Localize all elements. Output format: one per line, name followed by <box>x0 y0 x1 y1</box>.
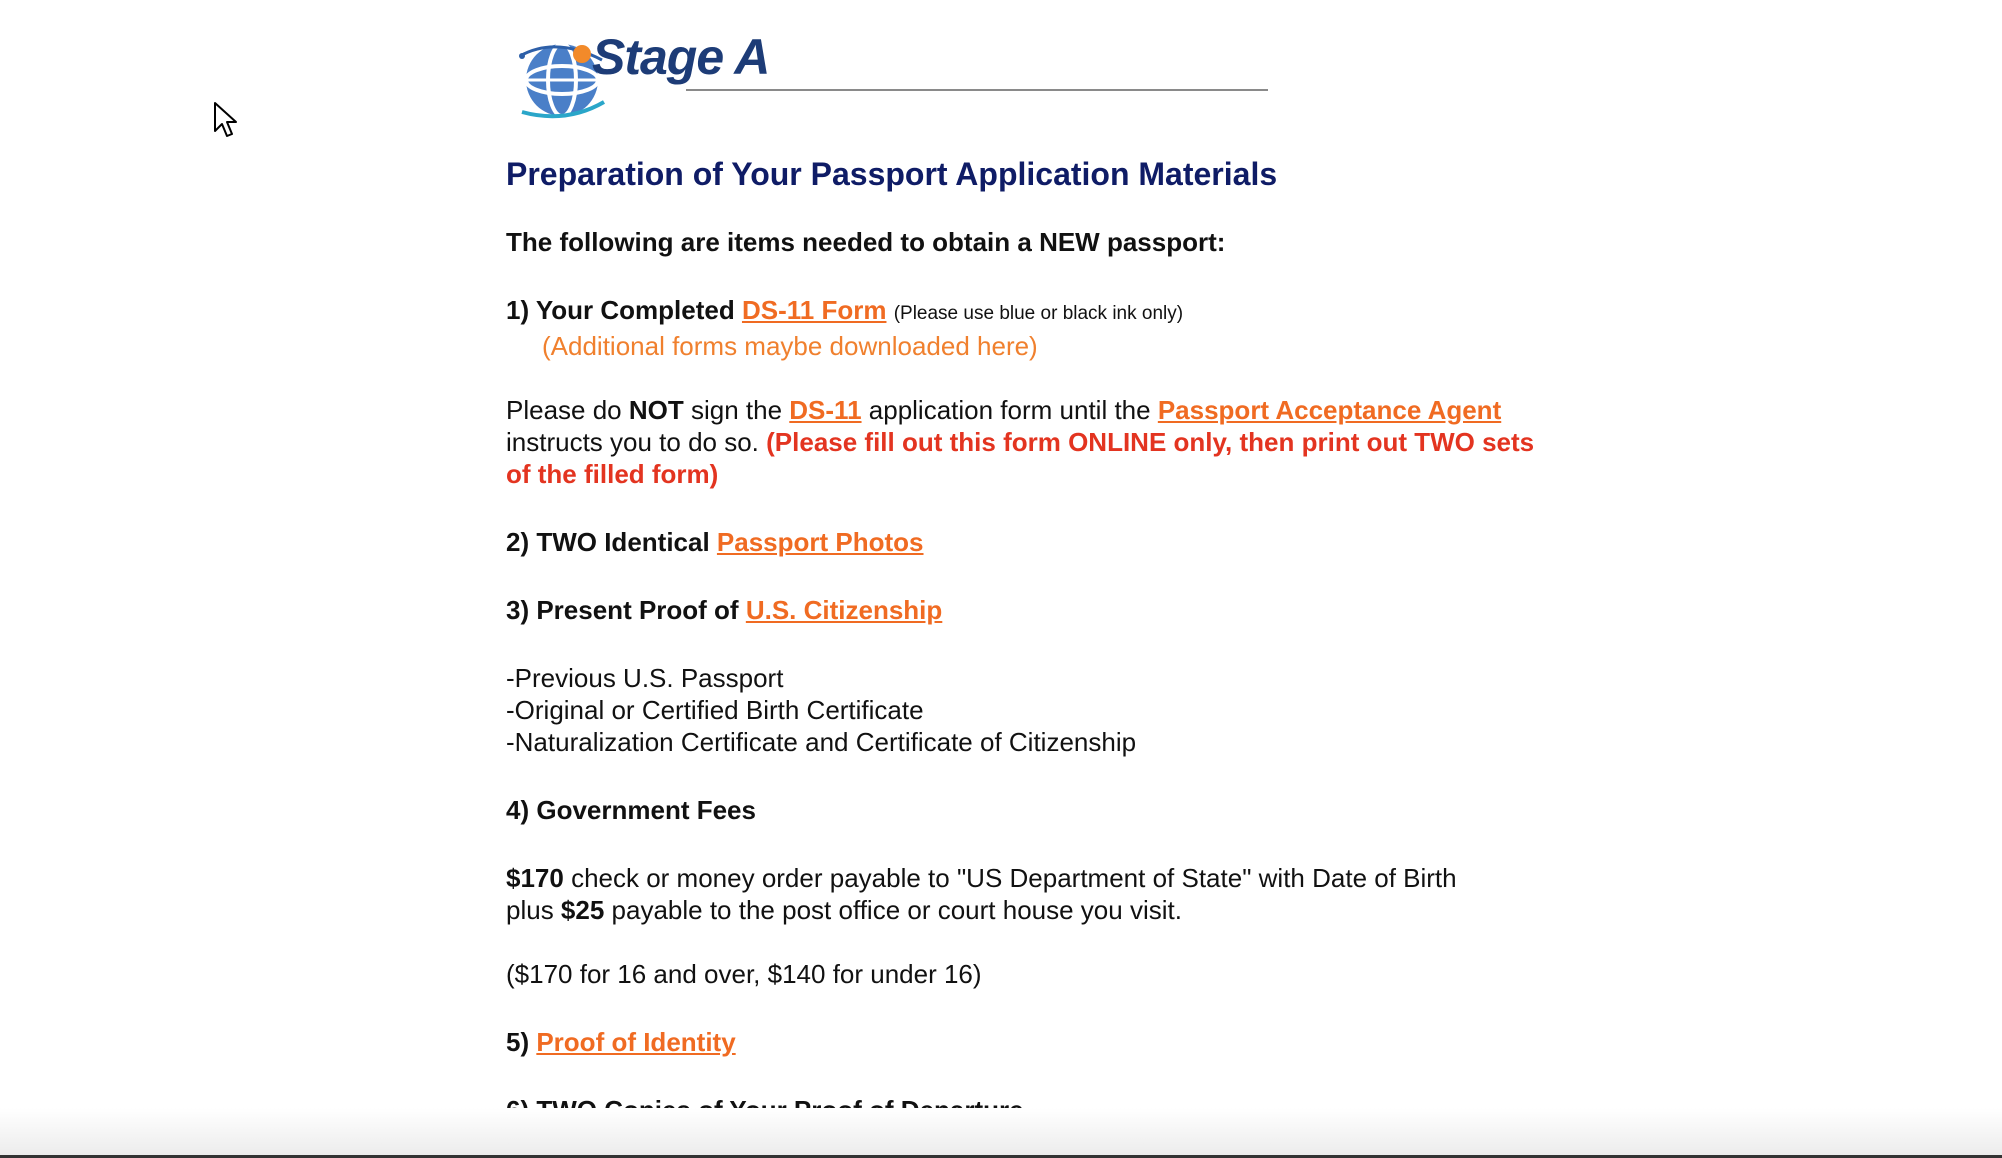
page-title: Preparation of Your Passport Application Materials <box>506 156 1278 192</box>
item-3-label: 3) Present Proof of <box>506 595 746 625</box>
logo-text: Stage A <box>592 29 770 85</box>
sign-notice-text-4: instructs you to do so. <box>506 427 767 457</box>
not-emphasis: NOT <box>628 395 684 425</box>
item-4-label: 4) Government Fees <box>506 795 756 825</box>
citizenship-option: -Original or Certified Birth Certificate <box>506 695 924 725</box>
intro-heading: The following are items needed to obtain a NEW passport: <box>506 227 1226 257</box>
fees-age-note: ($170 for 16 and over, $140 for under 16) <box>506 959 982 989</box>
page-content <box>506 28 1546 1126</box>
us-citizenship-link[interactable]: U.S. Citizenship <box>745 595 943 625</box>
item-2-label: 2) TWO Identical <box>506 527 717 557</box>
ds11-link[interactable]: DS-11 <box>789 395 862 425</box>
item-1 <box>506 294 1546 330</box>
sign-notice-text-2: sign the <box>683 395 790 425</box>
passport-photos-link[interactable]: Passport Photos <box>716 527 924 557</box>
additional-forms-link[interactable]: (Additional forms maybe downloaded here) <box>542 331 1038 361</box>
sign-notice <box>506 394 1546 490</box>
mouse-cursor-icon <box>213 101 239 139</box>
window-bottom-edge <box>0 1108 2002 1158</box>
sign-notice-text-3: application form until the <box>861 395 1158 425</box>
citizenship-option: -Previous U.S. Passport <box>506 663 784 693</box>
fees-text-2: payable to the post office or court house you visit. <box>604 895 1182 925</box>
fees-text-1: check or money order payable to "US Department of State" with Date of Birth plus <box>506 863 1457 925</box>
logo-divider <box>686 89 1268 91</box>
item-5 <box>506 1026 1546 1058</box>
item-2 <box>506 526 1546 558</box>
fee-amount-25: $25 <box>560 895 605 925</box>
item-5-label: 5) <box>506 1027 537 1057</box>
item-1-label: 1) Your Completed <box>506 295 742 325</box>
sign-notice-text-1: Please do <box>506 395 629 425</box>
ink-note: (Please use blue or black ink only) <box>893 303 1184 324</box>
fees-description <box>506 862 1466 926</box>
passport-acceptance-agent-link[interactable]: Passport Acceptance Agent <box>1157 395 1502 425</box>
ds11-form-link[interactable]: DS-11 Form <box>741 295 887 325</box>
item-3 <box>506 594 1546 626</box>
proof-of-identity-link[interactable]: Proof of Identity <box>536 1027 736 1057</box>
citizenship-option: -Naturalization Certificate and Certificate of Citizenship <box>506 727 1137 757</box>
fee-amount-170: $170 <box>506 863 564 893</box>
stage-a-logo <box>506 28 1286 124</box>
online-form-warning: (Please fill out this form ONLINE only, then print out TWO sets of the filled form) <box>506 427 1535 489</box>
